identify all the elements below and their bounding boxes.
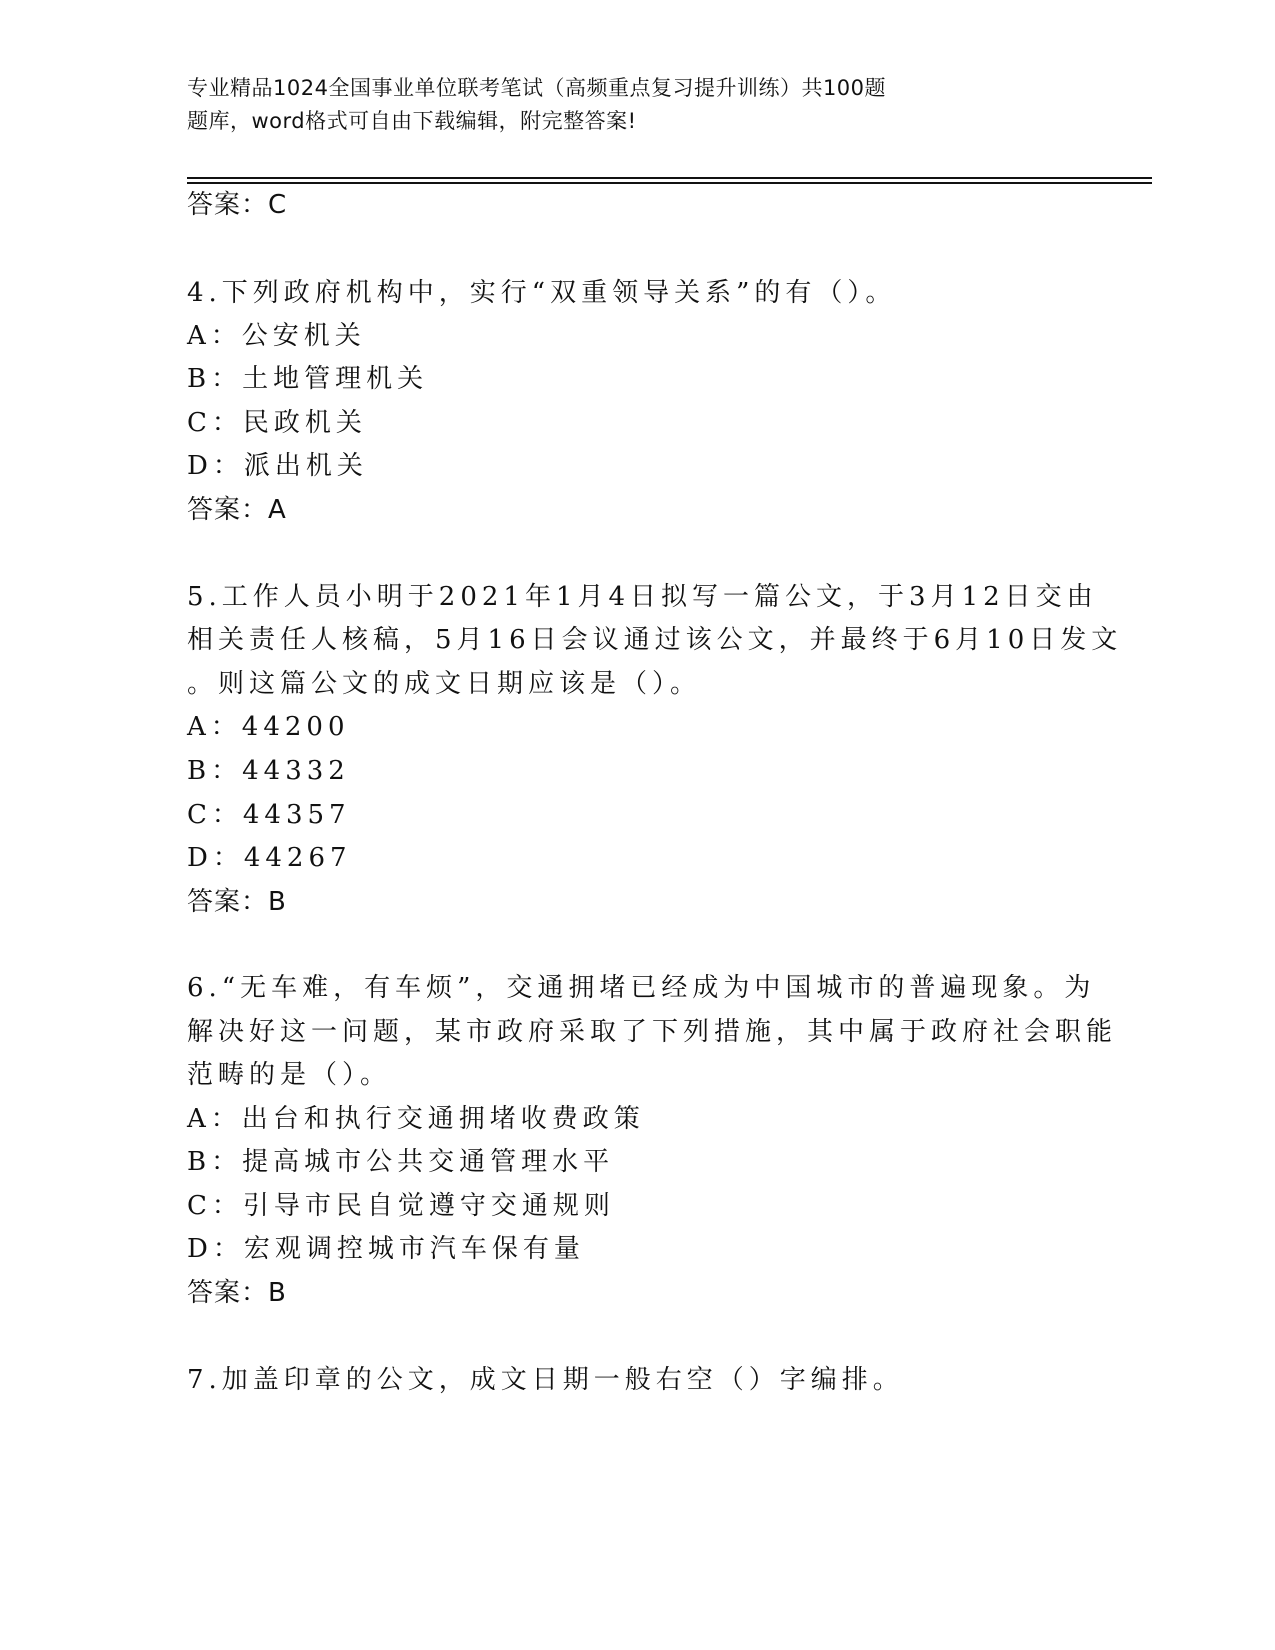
answer-value: B	[268, 1278, 287, 1308]
question-4-option-c: C：民政机关	[187, 408, 367, 438]
answer-q3	[187, 188, 287, 222]
question-4-option-b: B：土地管理机关	[187, 364, 429, 394]
question-6-stem-line-3: 范畴的是（）。	[187, 1060, 392, 1090]
document-header	[187, 72, 1017, 138]
answer-label: 答案：	[187, 1278, 269, 1308]
answer-q4	[187, 493, 287, 527]
question-5-stem-line-3: 。则这篇公文的成文日期应该是（）。	[187, 669, 702, 699]
question-5-stem-line-2: 相关责任人核稿，5月16日会议通过该公文，并最终于6月10日发文	[187, 625, 1123, 655]
question-7-stem: 7.加盖印章的公文，成文日期一般右空（）字编排。	[187, 1365, 904, 1395]
question-6-stem-line-1: 6.“无车难，有车烦”，交通拥堵已经成为中国城市的普遍现象。为	[187, 973, 1096, 1003]
question-4-option-a: A：公安机关	[187, 321, 366, 351]
question-6-option-d: D：宏观调控城市汽车保有量	[187, 1234, 585, 1264]
question-6-option-a: A：出台和执行交通拥堵收费政策	[187, 1104, 645, 1134]
question-6-option-c: C：引导市民自觉遵守交通规则	[187, 1191, 615, 1221]
question-5-option-b: B：44332	[187, 756, 350, 786]
answer-value: A	[268, 495, 287, 525]
question-5-option-c: C：44357	[187, 800, 351, 830]
header-line-2: 题库，word格式可自由下载编辑，附完整答案!	[187, 109, 637, 133]
question-6-stem-line-2: 解决好这一问题，某市政府采取了下列措施，其中属于政府社会职能	[187, 1017, 1118, 1047]
answer-q5	[187, 885, 287, 919]
question-5-option-a: A：44200	[187, 712, 350, 742]
question-6-option-b: B：提高城市公共交通管理水平	[187, 1147, 615, 1177]
answer-label: 答案：	[187, 495, 269, 525]
header-rule-top	[187, 177, 1152, 179]
header-line-1: 专业精品1024全国事业单位联考笔试（高频重点复习提升训练）共100题	[187, 76, 887, 100]
question-5-option-d: D：44267	[187, 843, 352, 873]
answer-value: C	[268, 190, 288, 220]
answer-q6	[187, 1276, 287, 1310]
question-5-stem-line-1: 5.工作人员小明于2021年1月4日拟写一篇公文，于3月12日交由	[187, 582, 1098, 612]
question-4-stem: 4.下列政府机构中，实行“双重领导关系”的有（）。	[187, 278, 897, 308]
answer-value: B	[268, 887, 287, 917]
header-rule-bottom	[187, 182, 1152, 184]
answer-label: 答案：	[187, 190, 269, 220]
question-4-option-d: D：派出机关	[187, 451, 368, 481]
answer-label: 答案：	[187, 887, 269, 917]
